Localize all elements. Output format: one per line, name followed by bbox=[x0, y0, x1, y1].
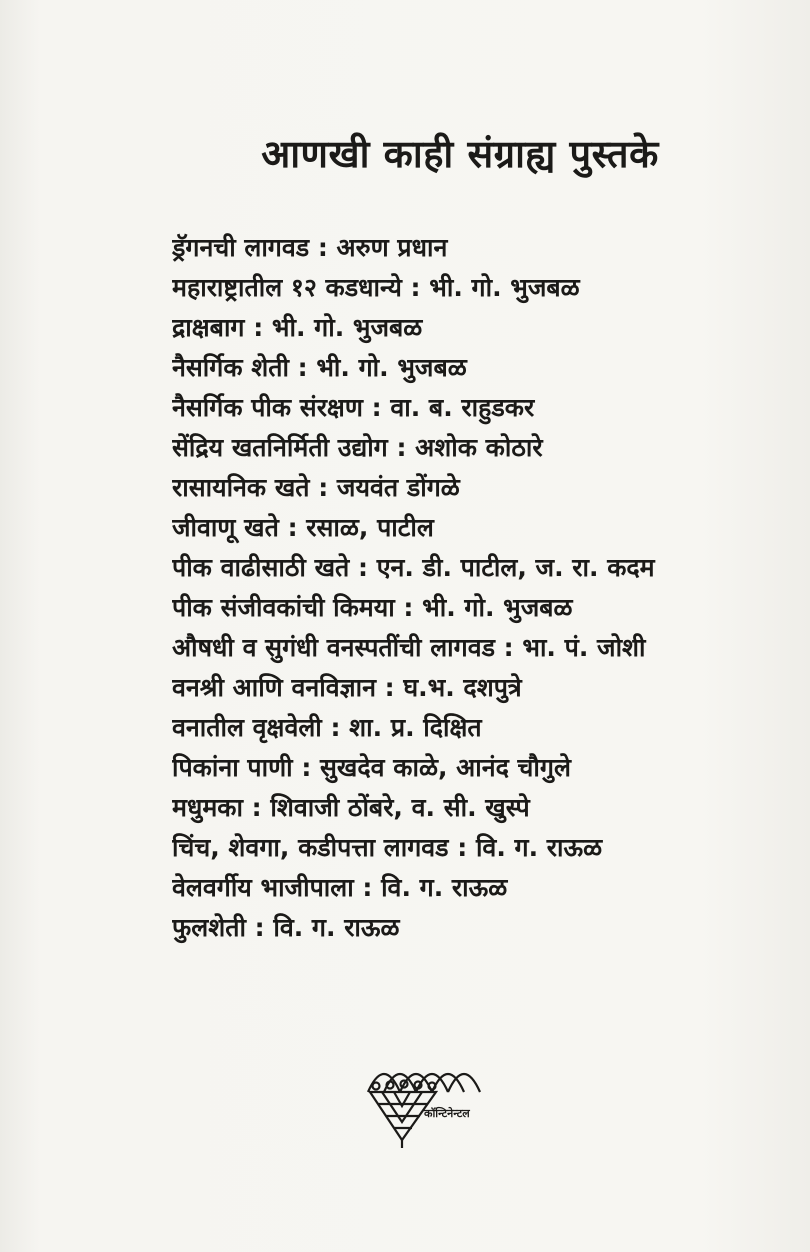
list-item: मधुमका : शिवाजी ठोंबरे, व. सी. खुस्पे bbox=[172, 793, 530, 822]
list-item: वेलवर्गीय भाजीपाला : वि. ग. राऊळ bbox=[172, 873, 508, 902]
list-item: पिकांना पाणी : सुखदेव काळे, आनंद चौगुले bbox=[172, 753, 571, 782]
book-list bbox=[172, 228, 792, 948]
list-item: रासायनिक खते : जयवंत डोंगळे bbox=[172, 473, 460, 502]
list-item: वनश्री आणि वनविज्ञान : घ.भ. दशपुत्रे bbox=[172, 673, 522, 702]
list-item: फुलशेती : वि. ग. राऊळ bbox=[172, 913, 400, 942]
list-item: जीवाणू खते : रसाळ, पाटील bbox=[172, 513, 434, 542]
publisher-logo-icon bbox=[362, 1052, 492, 1152]
list-item: ड्रॅगनची लागवड : अरुण प्रधान bbox=[172, 233, 448, 262]
list-item: नैसर्गिक पीक संरक्षण : वा. ब. राहुडकर bbox=[172, 393, 535, 422]
list-item: औषधी व सुगंधी वनस्पतींची लागवड : भा. पं. जोशी bbox=[172, 633, 646, 662]
list-item: द्राक्षबाग : भी. गो. भुजबळ bbox=[172, 313, 423, 342]
list-item: सेंद्रिय खतनिर्मिती उद्योग : अशोक कोठारे bbox=[172, 433, 543, 462]
list-item: पीक संजीवकांची किमया : भी. गो. भुजबळ bbox=[172, 593, 573, 622]
list-item: चिंच, शेवगा, कडीपत्ता लागवड : वि. ग. राऊळ bbox=[172, 833, 603, 862]
list-item: नैसर्गिक शेती : भी. गो. भुजबळ bbox=[172, 353, 467, 382]
page-title: आणखी काही संग्राह्य पुस्तके bbox=[261, 132, 659, 176]
list-item: पीक वाढीसाठी खते : एन. डी. पाटील, ज. रा. कदम bbox=[172, 553, 655, 582]
list-item: महाराष्ट्रातील १२ कडधान्ये : भी. गो. भुजबळ bbox=[172, 273, 580, 302]
publisher-name: कॉन्टिनेन्टल bbox=[424, 1107, 470, 1120]
list-item: वनातील वृक्षवेली : शा. प्र. दिक्षित bbox=[172, 713, 482, 742]
